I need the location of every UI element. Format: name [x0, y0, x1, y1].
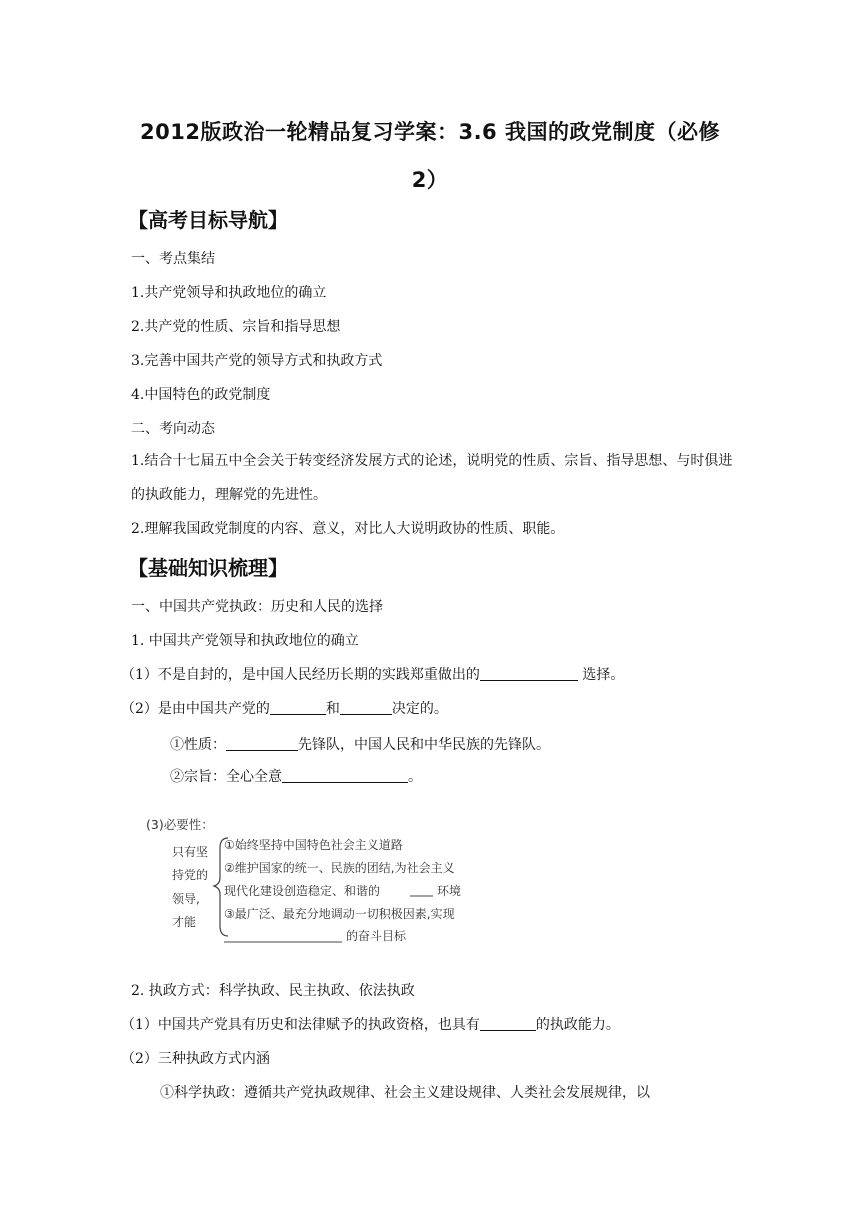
- point-item-1: 1.共产党领导和执政地位的确立: [131, 285, 327, 301]
- question-2: [121, 698, 448, 718]
- sub-heading-trends: 二、考向动态: [131, 421, 215, 437]
- section-heading-knowledge: 【基础知识梳理】: [128, 556, 288, 580]
- trend-item-1: 1.结合十七届五中全会关于转变经济发展方式的论述，说明党的性质、宗旨、指导思想、与时俱进的执政能力，理解党的先进性。: [131, 453, 733, 503]
- fill-blank: [480, 666, 578, 681]
- fill-blank: [270, 700, 326, 715]
- question-4a: ①科学执政：遵循共产党执政规律、社会主义建设规律、人类社会发展规律，以: [160, 1085, 650, 1101]
- necessity-brace-figure: [144, 812, 524, 944]
- title-line-2: 2）: [411, 168, 449, 192]
- document-title: [110, 108, 750, 204]
- figure-line-4: 环境: [437, 884, 462, 898]
- question-3: [121, 1014, 620, 1034]
- point-item-2: 2.共产党的性质、宗旨和指导思想: [131, 319, 341, 335]
- item-heading-2: 2. 执政方式：科学执政、民主执政、依法执政: [131, 983, 415, 999]
- figure-line-6: 的奋斗目标: [346, 929, 407, 943]
- figure-line-3: 现代化建设创造稳定、和谐的: [224, 884, 381, 898]
- sub-heading-points: 一、考点集结: [131, 251, 215, 267]
- figure-side-2: 持党的: [172, 868, 209, 882]
- question-4: （2）三种执政方式内涵: [121, 1051, 270, 1067]
- figure-line-5: ③最广泛、最充分地调动一切积极因素,实现: [224, 907, 455, 921]
- question-2a-tail: 先锋队，中国人民和中华民族的先锋队。: [298, 737, 550, 753]
- section-heading-goals: 【高考目标导航】: [128, 208, 288, 232]
- figure-line-2: ②维护国家的统一、民族的团结,为社会主义: [224, 861, 455, 875]
- fill-blank: [226, 736, 298, 751]
- question-2b-tail: 。: [408, 769, 422, 785]
- fill-blank: [282, 768, 408, 783]
- figure-line-1: ①始终坚持中国特色社会主义道路: [224, 838, 403, 852]
- figure-label: (3)必要性：: [146, 817, 214, 832]
- item-heading-1: 1. 中国共产党领导和执政地位的确立: [131, 633, 359, 649]
- question-2b-text: ②宗旨：全心全意: [170, 769, 282, 785]
- question-1-text: （1）不是自封的，是中国人民经历长期的实践郑重做出的: [121, 667, 480, 683]
- question-2-text: （2）是由中国共产党的: [121, 701, 270, 717]
- question-1: [121, 664, 624, 684]
- question-2b: [170, 766, 422, 786]
- trend-item-2: 2.理解我国政党制度的内容、意义，对比人大说明政协的性质、职能。: [131, 521, 565, 537]
- question-2a-text: ①性质：: [170, 737, 226, 753]
- point-item-3: 3.完善中国共产党的领导方式和执政方式: [131, 353, 383, 369]
- question-2-mid: 和: [325, 701, 340, 717]
- title-line-1: 2012版政治一轮精品复习学案：3.6 我国的政党制度（必修: [140, 120, 720, 144]
- question-2-tail: 决定的。: [391, 701, 448, 717]
- fill-blank: [480, 1016, 536, 1031]
- figure-side-3: 领导,: [172, 892, 200, 906]
- point-item-4: 4.中国特色的政党制度: [131, 387, 271, 403]
- figure-side-1: 只有坚: [172, 845, 209, 859]
- question-3-text: （1）中国共产党具有历史和法律赋予的执政资格，也具有: [121, 1017, 480, 1033]
- question-2a: [170, 734, 550, 754]
- fill-blank: [340, 700, 392, 715]
- figure-side-4: 才能: [172, 915, 197, 929]
- question-3-tail: 的执政能力。: [535, 1017, 620, 1033]
- question-1-tail: 选择。: [577, 667, 625, 683]
- part-heading-1: 一、中国共产党执政：历史和人民的选择: [131, 599, 383, 615]
